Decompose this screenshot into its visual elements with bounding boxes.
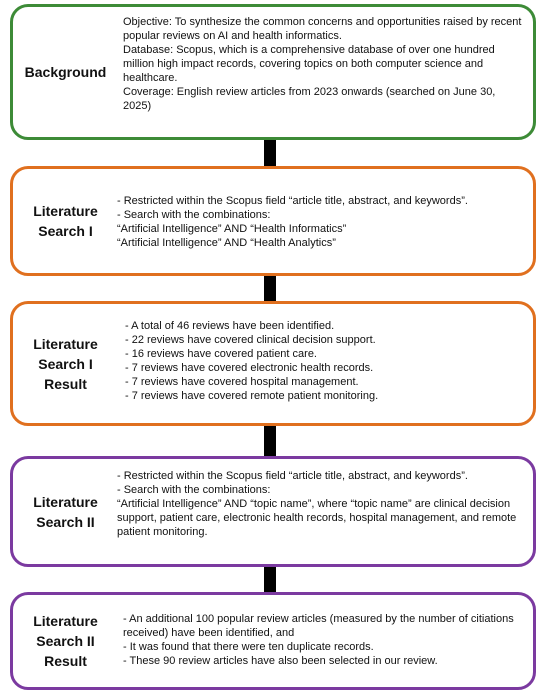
result-2-line: - It was found that there were ten duplicate records. xyxy=(123,641,374,653)
result-1-line: - 16 reviews have covered patient care. xyxy=(125,348,317,360)
connector-3 xyxy=(264,425,276,457)
result-1-line: - 22 reviews have covered clinical decision support. xyxy=(125,334,376,346)
literature-search-1-box xyxy=(10,166,536,276)
search-2-line: - Search with the combinations: xyxy=(117,484,271,496)
search-1-line: “Artificial Intelligence” AND “Health Analytics” xyxy=(117,237,336,249)
background-content xyxy=(123,15,523,113)
literature-search-2-label: Literature Search II xyxy=(33,493,98,530)
background-box xyxy=(10,4,536,140)
search-1-line: - Search with the combinations: xyxy=(117,209,271,221)
connector-4 xyxy=(264,566,276,593)
literature-search-1-result-box xyxy=(10,301,536,426)
result-1-line: - A total of 46 reviews have been identified. xyxy=(125,320,335,332)
result-1-line: - 7 reviews have covered electronic health records. xyxy=(125,362,374,374)
literature-search-2-content xyxy=(117,469,533,539)
literature-search-2-box xyxy=(10,456,536,567)
search-1-line: “Artificial Intelligence” AND “Health Informatics” xyxy=(117,223,347,235)
result-2-line: - An additional 100 popular review articles (measured by the number of citiations received) have been identified, and xyxy=(123,613,517,639)
literature-search-2-result-label: Literature Search II Result xyxy=(33,613,98,669)
search-2-line: “Artificial Intelligence” AND “topic name”, where “topic name” are clinical decision support, patient care, electronic health records, hospital management, and remote patient monitoring. xyxy=(117,498,520,538)
coverage-text: Coverage: English review articles from 2023 onwards (searched on June 30, 2025) xyxy=(123,86,499,112)
literature-search-1-result-content xyxy=(125,319,525,403)
result-1-line: - 7 reviews have covered hospital management. xyxy=(125,376,359,388)
result-1-line: - 7 reviews have covered remote patient monitoring. xyxy=(125,390,379,402)
search-2-line: - Restricted within the Scopus field “article title, abstract, and keywords”. xyxy=(117,470,468,482)
literature-search-1-content xyxy=(117,194,533,250)
literature-search-1-result-label: Literature Search I Result xyxy=(33,335,98,392)
result-2-line: - These 90 review articles have also been selected in our review. xyxy=(123,655,438,667)
literature-search-2-result-box xyxy=(10,592,536,690)
literature-search-2-result-content xyxy=(123,612,533,668)
objective-text: Objective: To synthesize the common concerns and opportunities raised by recent popular reviews on AI and health informatics. xyxy=(123,16,525,42)
background-label: Background xyxy=(24,64,107,80)
connector-1 xyxy=(264,140,276,167)
search-1-line: - Restricted within the Scopus field “article title, abstract, and keywords”. xyxy=(117,195,468,207)
connector-2 xyxy=(264,275,276,302)
database-text: Database: Scopus, which is a comprehensive database of over one hundred million high impact records, covering topics on both computer science and healthcare. xyxy=(123,44,498,84)
literature-search-1-label: Literature Search I xyxy=(33,203,98,239)
